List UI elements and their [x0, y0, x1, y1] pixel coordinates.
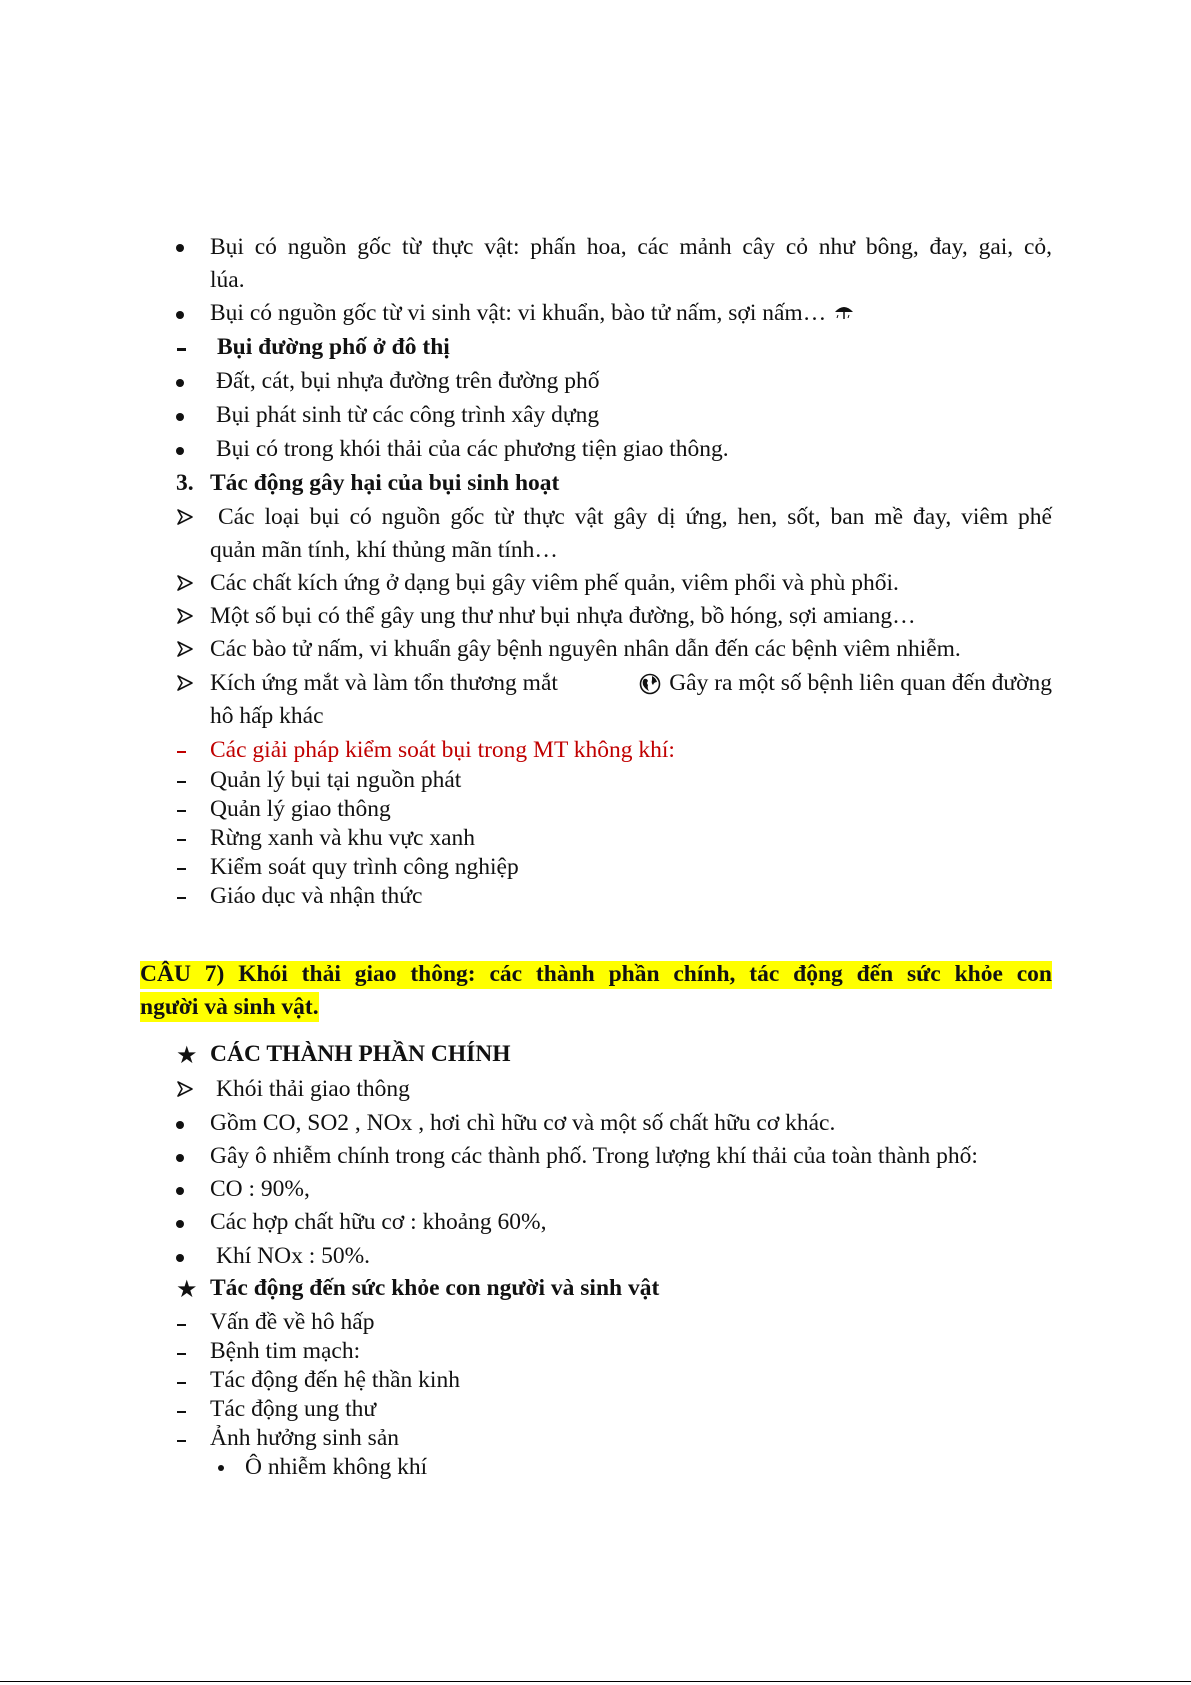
bullet-dot	[176, 1121, 184, 1129]
bullet-dot	[176, 1154, 184, 1162]
dash-marker	[177, 1440, 186, 1442]
section-heading-red: Các giải pháp kiểm soát bụi trong MT không khí:	[210, 737, 675, 763]
bullet-dot	[176, 311, 184, 319]
dash-marker	[177, 1411, 186, 1413]
list-item: Bụi có nguồn gốc từ thực vật: phấn hoa, các mảnh cây cỏ như bông, đay, gai, cỏ,	[210, 234, 1052, 260]
dash-marker	[177, 1324, 186, 1326]
star-icon: ★	[176, 1277, 198, 1303]
list-item: Khí NOx : 50%.	[216, 1243, 371, 1269]
list-item: Quản lý bụi tại nguồn phát	[210, 767, 462, 793]
list-item	[210, 672, 1052, 696]
dash-marker	[177, 781, 186, 783]
list-item: Bệnh tim mạch:	[210, 1338, 361, 1364]
bullet-dot	[218, 1465, 224, 1471]
question-heading-tail: người và sinh vật.	[140, 994, 319, 1020]
list-item: Ô nhiễm không khí	[245, 1454, 428, 1480]
dash-marker	[177, 751, 186, 753]
list-item: Tác động đến hệ thần kinh	[210, 1367, 460, 1393]
list-item: Tác động ung thư	[210, 1396, 377, 1422]
subsection-heading: Tác động đến sức khỏe con người và sinh vật	[210, 1275, 660, 1301]
dash-marker	[177, 1382, 186, 1384]
section-number: 3.	[176, 470, 194, 496]
arrow-bullet-icon	[176, 1080, 194, 1098]
bullet-dot	[176, 1187, 184, 1195]
list-item: CO : 90%,	[210, 1176, 310, 1202]
arrow-bullet-icon	[176, 574, 194, 592]
list-item: Vấn đề về hô hấp	[210, 1309, 375, 1335]
dash-marker	[177, 1353, 186, 1355]
list-item: Các loại bụi có nguồn gốc từ thực vật gây dị ứng, hen, sốt, ban mề đay, viêm phế	[218, 504, 1052, 530]
list-item-tail: Gây ra một số bệnh liên quan đến đường	[669, 670, 1052, 696]
bullet-dot	[176, 1220, 184, 1228]
globe-icon	[639, 673, 661, 695]
list-item: Ảnh hưởng sinh sản	[210, 1425, 400, 1451]
list-item: Các bào tử nấm, vi khuẩn gây bệnh nguyên nhân dẫn đến các bệnh viêm nhiễm.	[210, 636, 961, 662]
dash-marker	[177, 810, 186, 812]
page-bottom-rule	[0, 1681, 1191, 1682]
arrow-bullet-icon	[176, 607, 194, 625]
dash-marker	[177, 348, 186, 351]
list-item: Kiểm soát quy trình công nghiệp	[210, 854, 519, 880]
list-item: Khói thải giao thông	[216, 1076, 410, 1102]
section-heading: Tác động gây hại của bụi sinh hoạt	[210, 470, 560, 496]
arrow-bullet-icon	[176, 640, 194, 658]
bullet-dot	[176, 447, 184, 455]
arrow-bullet-icon	[176, 508, 194, 526]
list-item-continuation: lúa.	[210, 267, 245, 293]
bullet-dot	[176, 413, 184, 421]
list-item: Một số bụi có thể gây ung thư như bụi nhựa đường, bồ hóng, sợi amiang…	[210, 603, 916, 629]
dash-marker	[177, 897, 186, 899]
list-item: Gây ô nhiễm chính trong các thành phố. Trong lượng khí thải của toàn thành phố:	[210, 1143, 978, 1169]
list-item-text: Kích ứng mắt và làm tổn thương mắt	[210, 670, 558, 696]
question-heading: CÂU 7) Khói thải giao thông: các thành phần chính, tác động đến sức khỏe con	[140, 961, 1052, 987]
bullet-dot	[176, 1254, 184, 1262]
list-item: Rừng xanh và khu vực xanh	[210, 825, 475, 851]
dash-marker	[177, 839, 186, 841]
section-heading: Bụi đường phố ở đô thị	[217, 334, 450, 360]
star-icon: ★	[176, 1043, 198, 1069]
dash-marker	[177, 868, 186, 870]
question-heading-continuation	[140, 996, 319, 1020]
bullet-dot	[176, 244, 184, 252]
umbrella-rain-icon	[834, 304, 854, 322]
list-item	[210, 302, 854, 326]
arrow-bullet-icon	[176, 674, 194, 692]
list-item: Giáo dục và nhận thức	[210, 883, 423, 909]
list-item-continuation: hô hấp khác	[210, 703, 324, 729]
list-item: Các hợp chất hữu cơ : khoảng 60%,	[210, 1209, 547, 1235]
list-item: Gồm CO, SO2 , NOx , hơi chì hữu cơ và một số chất hữu cơ khác.	[210, 1110, 836, 1136]
list-item: Các chất kích ứng ở dạng bụi gây viêm phế quản, viêm phổi và phù phổi.	[210, 570, 899, 596]
list-item-text: Bụi có nguồn gốc từ vi sinh vật: vi khuẩn, bào tử nấm, sợi nấm…	[210, 300, 827, 326]
subsection-heading: CÁC THÀNH PHẦN CHÍNH	[210, 1041, 511, 1067]
list-item: Quản lý giao thông	[210, 796, 391, 822]
list-item: Đất, cát, bụi nhựa đường trên đường phố	[216, 368, 600, 394]
list-item-tail-wrap	[639, 672, 1052, 696]
list-item: Bụi có trong khói thải của các phương tiện giao thông.	[216, 436, 729, 462]
bullet-dot	[176, 379, 184, 387]
list-item: Bụi phát sinh từ các công trình xây dựng	[216, 402, 600, 428]
list-item-continuation: quản mãn tính, khí thủng mãn tính…	[210, 537, 558, 563]
